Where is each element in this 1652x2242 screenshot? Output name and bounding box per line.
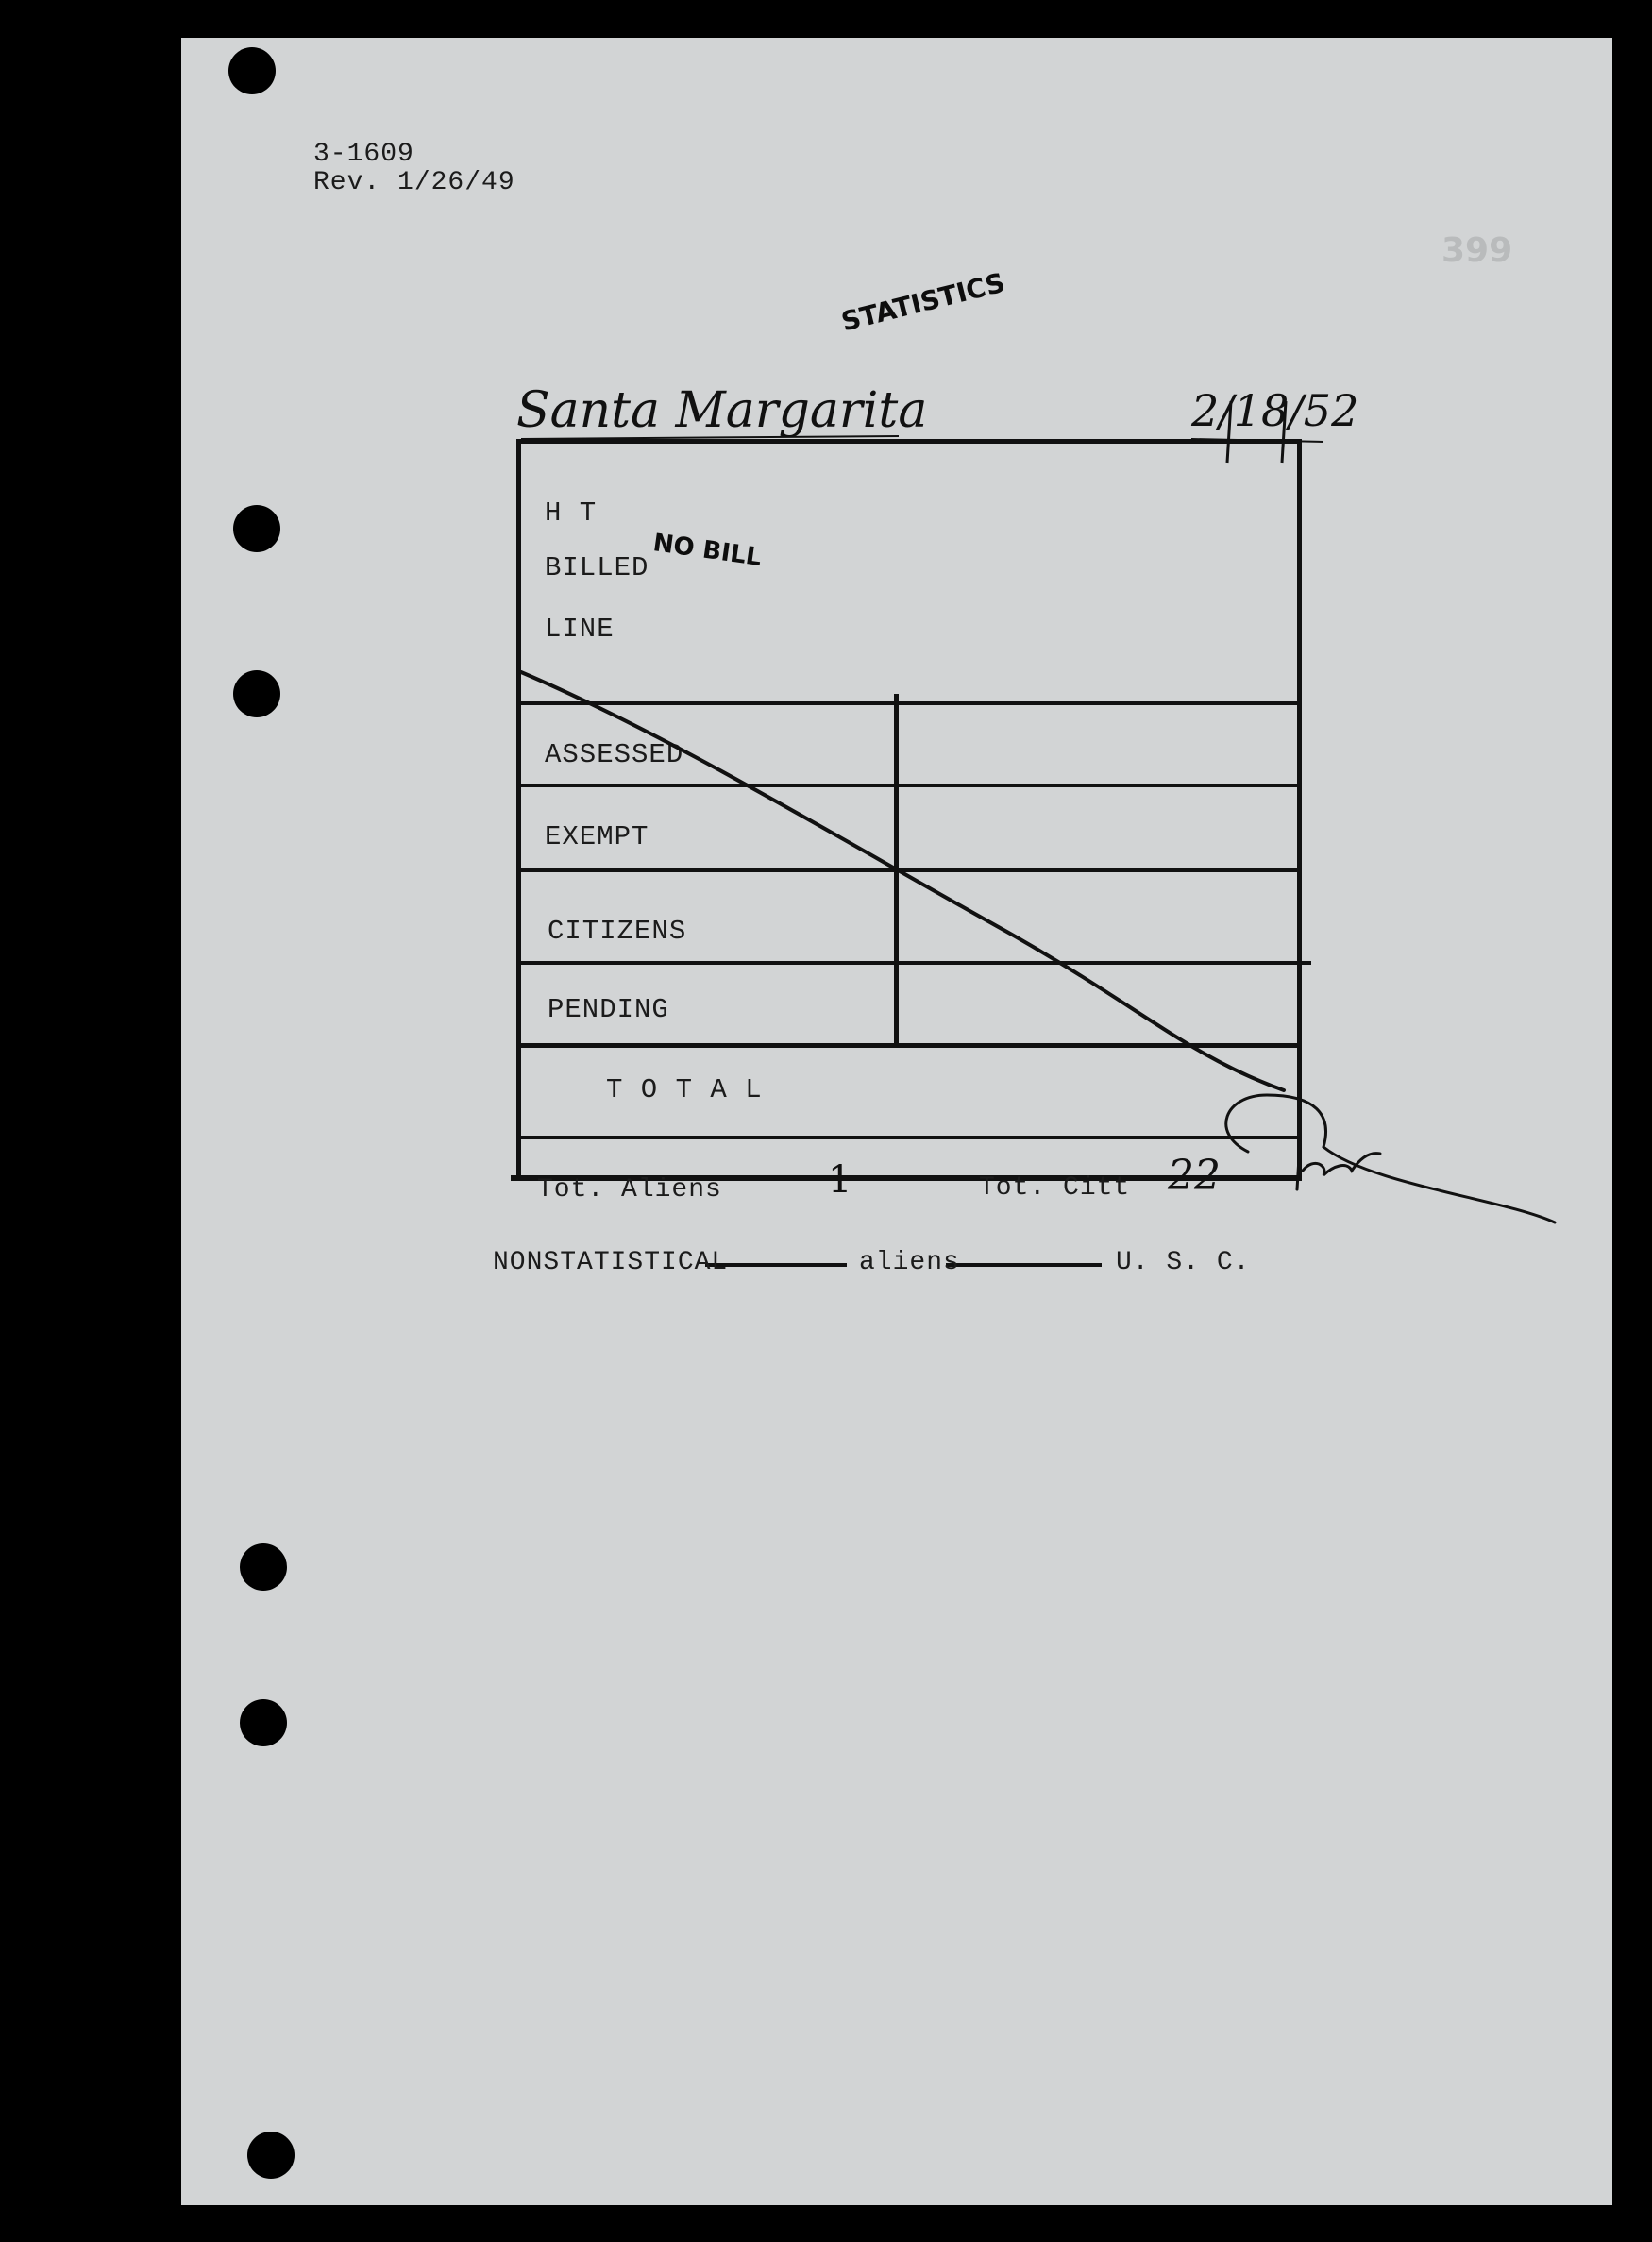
initials-mark — [1297, 1142, 1380, 1189]
nonstatistical-label: NONSTATISTICAL — [493, 1248, 729, 1277]
total-citizens-value: 22 — [1168, 1152, 1221, 1200]
underline-stroke-location — [521, 436, 899, 439]
row-label-citizens: CITIZENS — [548, 916, 687, 947]
handwritten-location: Santa Margarita — [516, 382, 928, 439]
strike-through-line — [521, 672, 1284, 1090]
header-line: LINE — [545, 614, 615, 645]
row-label-pending: PENDING — [548, 994, 669, 1025]
total-label: T O T A L — [606, 1074, 763, 1105]
document-page — [181, 38, 1612, 2205]
nonstatistical-aliens-label: aliens — [859, 1248, 960, 1277]
header-billed: BILLED — [545, 552, 649, 583]
statistics-stamp: STATISTICS — [838, 266, 1008, 338]
no-bill-stamp: NO BILL — [650, 529, 764, 572]
total-citizens-label: Tot. Citt — [979, 1173, 1131, 1203]
circle-loop-around-total — [1226, 1095, 1555, 1222]
underline-stroke-date — [1191, 439, 1323, 442]
row-label-assessed: ASSESSED — [545, 739, 684, 770]
form-number: 3-1609 — [313, 140, 414, 169]
date-slash — [1227, 401, 1231, 463]
page-number-faint: 399 — [1441, 231, 1513, 270]
total-aliens-label: Tot. Aliens — [537, 1175, 722, 1205]
form-revision: Rev. 1/26/49 — [313, 168, 515, 197]
date-slash — [1282, 401, 1286, 463]
header-ht: H T — [545, 497, 598, 529]
row-label-exempt: EXEMPT — [545, 821, 649, 852]
handwritten-marks — [181, 38, 1612, 2205]
nonstatistical-usc-label: U. S. C. — [1116, 1248, 1251, 1277]
total-aliens-value: 1 — [828, 1158, 852, 1202]
handwritten-date: 2/18/52 — [1191, 385, 1359, 436]
